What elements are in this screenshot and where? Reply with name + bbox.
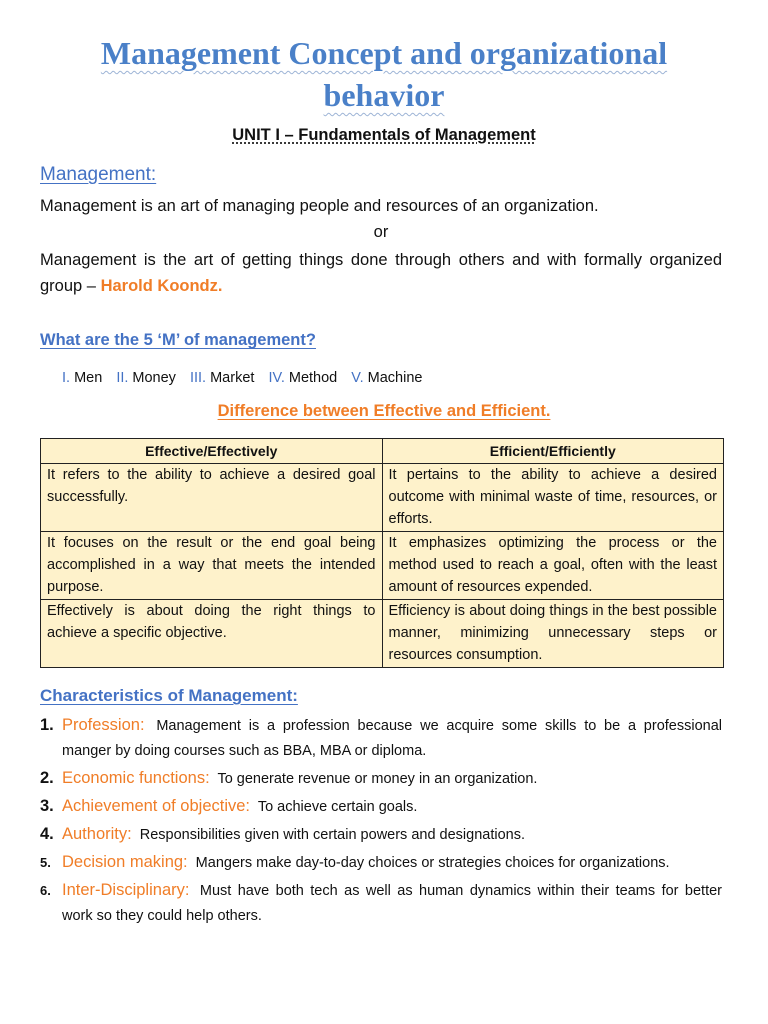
efficient-cell: It pertains to the ability to achieve a desired outcome with minimal waste of time, resources, or efforts.: [382, 464, 724, 532]
table-row: [41, 600, 724, 668]
document-title: Management Concept and organizational behavior: [100, 35, 668, 113]
difference-heading: Difference between Effective and Efficient.: [217, 402, 551, 420]
characteristics-heading: Characteristics of Management:: [40, 686, 298, 705]
list-item: [190, 368, 254, 388]
list-number: 4.: [40, 825, 54, 843]
list-number: 2.: [40, 769, 54, 787]
characteristic-label: Profession:: [62, 716, 145, 734]
list-item: [62, 368, 102, 388]
characteristic-text: Mangers make day-to-day choices or strategies choices for organizations.: [195, 855, 670, 871]
list-item: [40, 794, 722, 820]
list-number: 3.: [40, 797, 54, 815]
list-label: Method: [288, 370, 338, 386]
characteristic-label: Economic functions:: [62, 769, 210, 787]
effective-column-header: Effective/Effectively: [41, 439, 383, 464]
list-number: 6.: [40, 883, 51, 898]
effective-cell: It refers to the ability to achieve a desired goal successfully.: [41, 464, 383, 532]
list-number: V.: [351, 370, 364, 386]
list-item: [268, 368, 337, 388]
characteristic-text: To achieve certain goals.: [257, 799, 418, 815]
five-m-list: [62, 368, 432, 388]
characteristic-label: Achievement of objective:: [62, 797, 251, 815]
characteristic-text: Must have both tech as well as human dynamics within their teams for better work so they could help others.: [62, 883, 722, 924]
management-heading: Management:: [40, 164, 157, 185]
list-item: [351, 368, 422, 388]
or-separator: or: [373, 223, 389, 241]
list-label: Machine: [367, 370, 423, 386]
characteristic-text: Management is a profession because we acquire some skills to be a professional manger by doing courses such as BBA, MBA or diploma.: [62, 718, 722, 759]
list-item: [40, 850, 722, 876]
list-item: [40, 713, 722, 764]
list-item: [40, 766, 722, 792]
list-number: II.: [116, 370, 129, 386]
unit-heading: UNIT I – Fundamentals of Management: [232, 126, 536, 144]
list-item: [40, 822, 722, 848]
author-name: Harold Koondz.: [100, 277, 223, 295]
characteristic-text: To generate revenue or money in an organization.: [217, 771, 538, 787]
efficient-cell: It emphasizes optimizing the process or the method used to reach a goal, often with the least amount of resources expended.: [382, 532, 724, 600]
list-number: I.: [62, 370, 71, 386]
efficient-cell: Efficiency is about doing things in the best possible manner, minimizing unnecessary steps or resources consumption.: [382, 600, 724, 668]
list-label: Men: [74, 370, 103, 386]
effective-cell: It focuses on the result or the end goal being accomplished in a way that meets the intended purpose.: [41, 532, 383, 600]
management-definition-2: [40, 247, 722, 299]
comparison-table: [40, 438, 724, 668]
five-m-heading: What are the 5 ‘M’ of management?: [40, 331, 316, 349]
list-item: [40, 878, 722, 929]
efficient-column-header: Efficient/Efficiently: [382, 439, 724, 464]
effective-cell: Effectively is about doing the right things to achieve a specific objective.: [41, 600, 383, 668]
list-number: III.: [189, 370, 207, 386]
list-label: Money: [132, 370, 176, 386]
definition-2-text: Management is the art of getting things done through others and with formally organized group –: [40, 251, 722, 295]
characteristic-label: Inter-Disciplinary:: [62, 881, 190, 899]
list-number: IV.: [268, 370, 285, 386]
characteristic-label: Authority:: [62, 825, 132, 843]
list-label: Market: [210, 370, 255, 386]
table-row: [41, 464, 724, 532]
list-number: 1.: [40, 716, 54, 734]
characteristic-text: Responsibilities given with certain powers and designations.: [139, 827, 526, 843]
management-definition-1: Management is an art of managing people and resources of an organization.: [40, 197, 599, 215]
characteristics-list: [40, 713, 722, 931]
table-header-row: [41, 439, 724, 464]
list-number: 5.: [40, 855, 51, 870]
list-item: [116, 368, 176, 388]
table-row: [41, 532, 724, 600]
characteristic-label: Decision making:: [62, 853, 188, 871]
